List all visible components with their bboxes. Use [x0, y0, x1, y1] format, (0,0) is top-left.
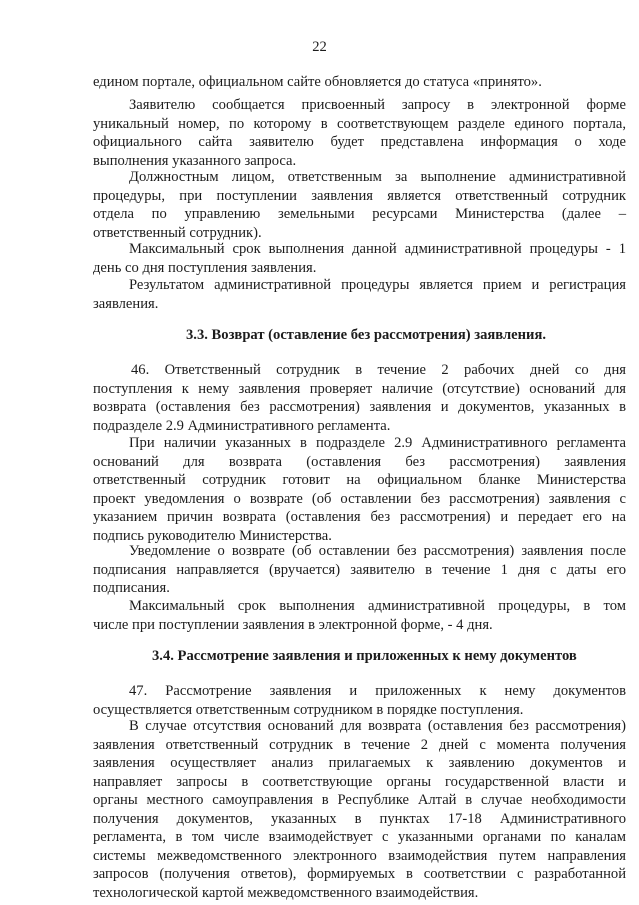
text-line: осуществляется ответственным сотрудником в порядке поступления. [93, 701, 524, 718]
text-line: регламента, в том числе взаимодействует с указанными органами по каналам [93, 829, 626, 845]
page-number: 22 [312, 39, 327, 55]
text-line: проект уведомления о возврате (об оставлении без рассмотрения) заявления с [93, 490, 626, 507]
text-line: подписания направляется (вручается) заявителю в течение 1 дня с даты его [93, 561, 626, 578]
text-line: направляет запросы в соответствующие органы государственной власти и [93, 773, 626, 790]
section-heading: 3.4. Рассмотрение заявления и приложенных к нему документов [152, 648, 577, 664]
text-line: едином портале, официальном сайте обновляется до статуса «принято». [93, 74, 542, 90]
text-line: Результатом административной процедуры является прием и регистрация [129, 277, 626, 293]
text-line: заявления осуществляет анализ прилагаемых к заявлению документов и [93, 755, 626, 771]
text-line: указанием причин возврата (оставления без рассмотрения) и передает его на [93, 509, 626, 525]
text-line: день со дня поступления заявления. [93, 259, 317, 276]
text-line: запросов (получения ответов), формируемых в соответствии с разработанной [93, 866, 626, 882]
text-line: подписания. [93, 580, 170, 596]
paragraph [93, 542, 626, 598]
text-line: подразделе 2.9 Административного регламента. [93, 417, 391, 434]
text-line: уникальный номер, по которому в соответствующем разделе единого портала, [93, 115, 626, 132]
text-line: ответственный сотрудник). [93, 224, 262, 241]
text-line: Заявителю сообщается присвоенный запросу в электронной форме [129, 97, 626, 113]
text-line: 46. Ответственный сотрудник в течение 2 рабочих дней со дня [131, 362, 626, 378]
paragraph [93, 361, 626, 435]
text-line: При наличии указанных в подразделе 2.9 Административного регламента [129, 435, 626, 451]
text-line: выполнения указанного запроса. [93, 152, 297, 169]
text-line: отдела по управлению земельными ресурсами Министерства (далее – [93, 206, 626, 222]
text-line: заявления ответственный сотрудник в течение 2 дней с момента получения [93, 736, 626, 753]
text-line: системы межведомственного электронного взаимодействия путем направления [93, 847, 626, 864]
text-line: Максимальный срок выполнения административной процедуры, в том [129, 598, 626, 614]
text-line: оснований для возврата (оставления без рассмотрения) заявления [93, 453, 626, 470]
text-line: 47. Рассмотрение заявления и приложенных к нему документов [129, 683, 626, 699]
paragraph [93, 717, 626, 902]
text-line: Должностным лицом, ответственным за выполнение административной [129, 169, 626, 185]
text-line: В случае отсутствия оснований для возврата (оставления без рассмотрения) [129, 718, 626, 734]
text-line: ответственный сотрудник готовит на официальном бланке Министерства [93, 472, 626, 488]
text-line: поступления к нему заявления проверяет наличие (отсутствие) оснований для [93, 380, 626, 397]
paragraph [93, 73, 626, 92]
text-line: подпись руководителю Министерства. [93, 527, 332, 544]
text-line: технологической картой межведомственного взаимодействия. [93, 884, 479, 901]
paragraph [93, 434, 626, 545]
paragraph [93, 682, 626, 719]
text-line: официального сайта заявителю будет представлена информация о ходе [93, 134, 626, 150]
paragraph [93, 597, 626, 634]
text-line: заявления. [93, 295, 159, 312]
section-heading: 3.3. Возврат (оставление без рассмотрения) заявления. [186, 327, 546, 343]
paragraph [93, 168, 626, 242]
paragraph [93, 276, 626, 313]
text-line: возврата (оставления без рассмотрения) заявления и документов, указанных в [93, 399, 626, 415]
text-line: числе при поступлении заявления в электронной форме, - 4 дня. [93, 616, 493, 633]
text-line: процедуры, при поступлении заявления является ответственный сотрудник [93, 187, 626, 204]
text-line: Уведомление о возврате (об оставлении без рассмотрения) заявления после [129, 543, 626, 559]
text-line: Максимальный срок выполнения данной административной процедуры - 1 [129, 241, 626, 257]
paragraph [93, 96, 626, 170]
paragraph [93, 240, 626, 277]
text-line: получения документов, указанных в пунктах 17-18 Административного [93, 810, 626, 827]
text-line: органы местного самоуправления в Республике Алтай в случае необходимости [93, 792, 626, 808]
